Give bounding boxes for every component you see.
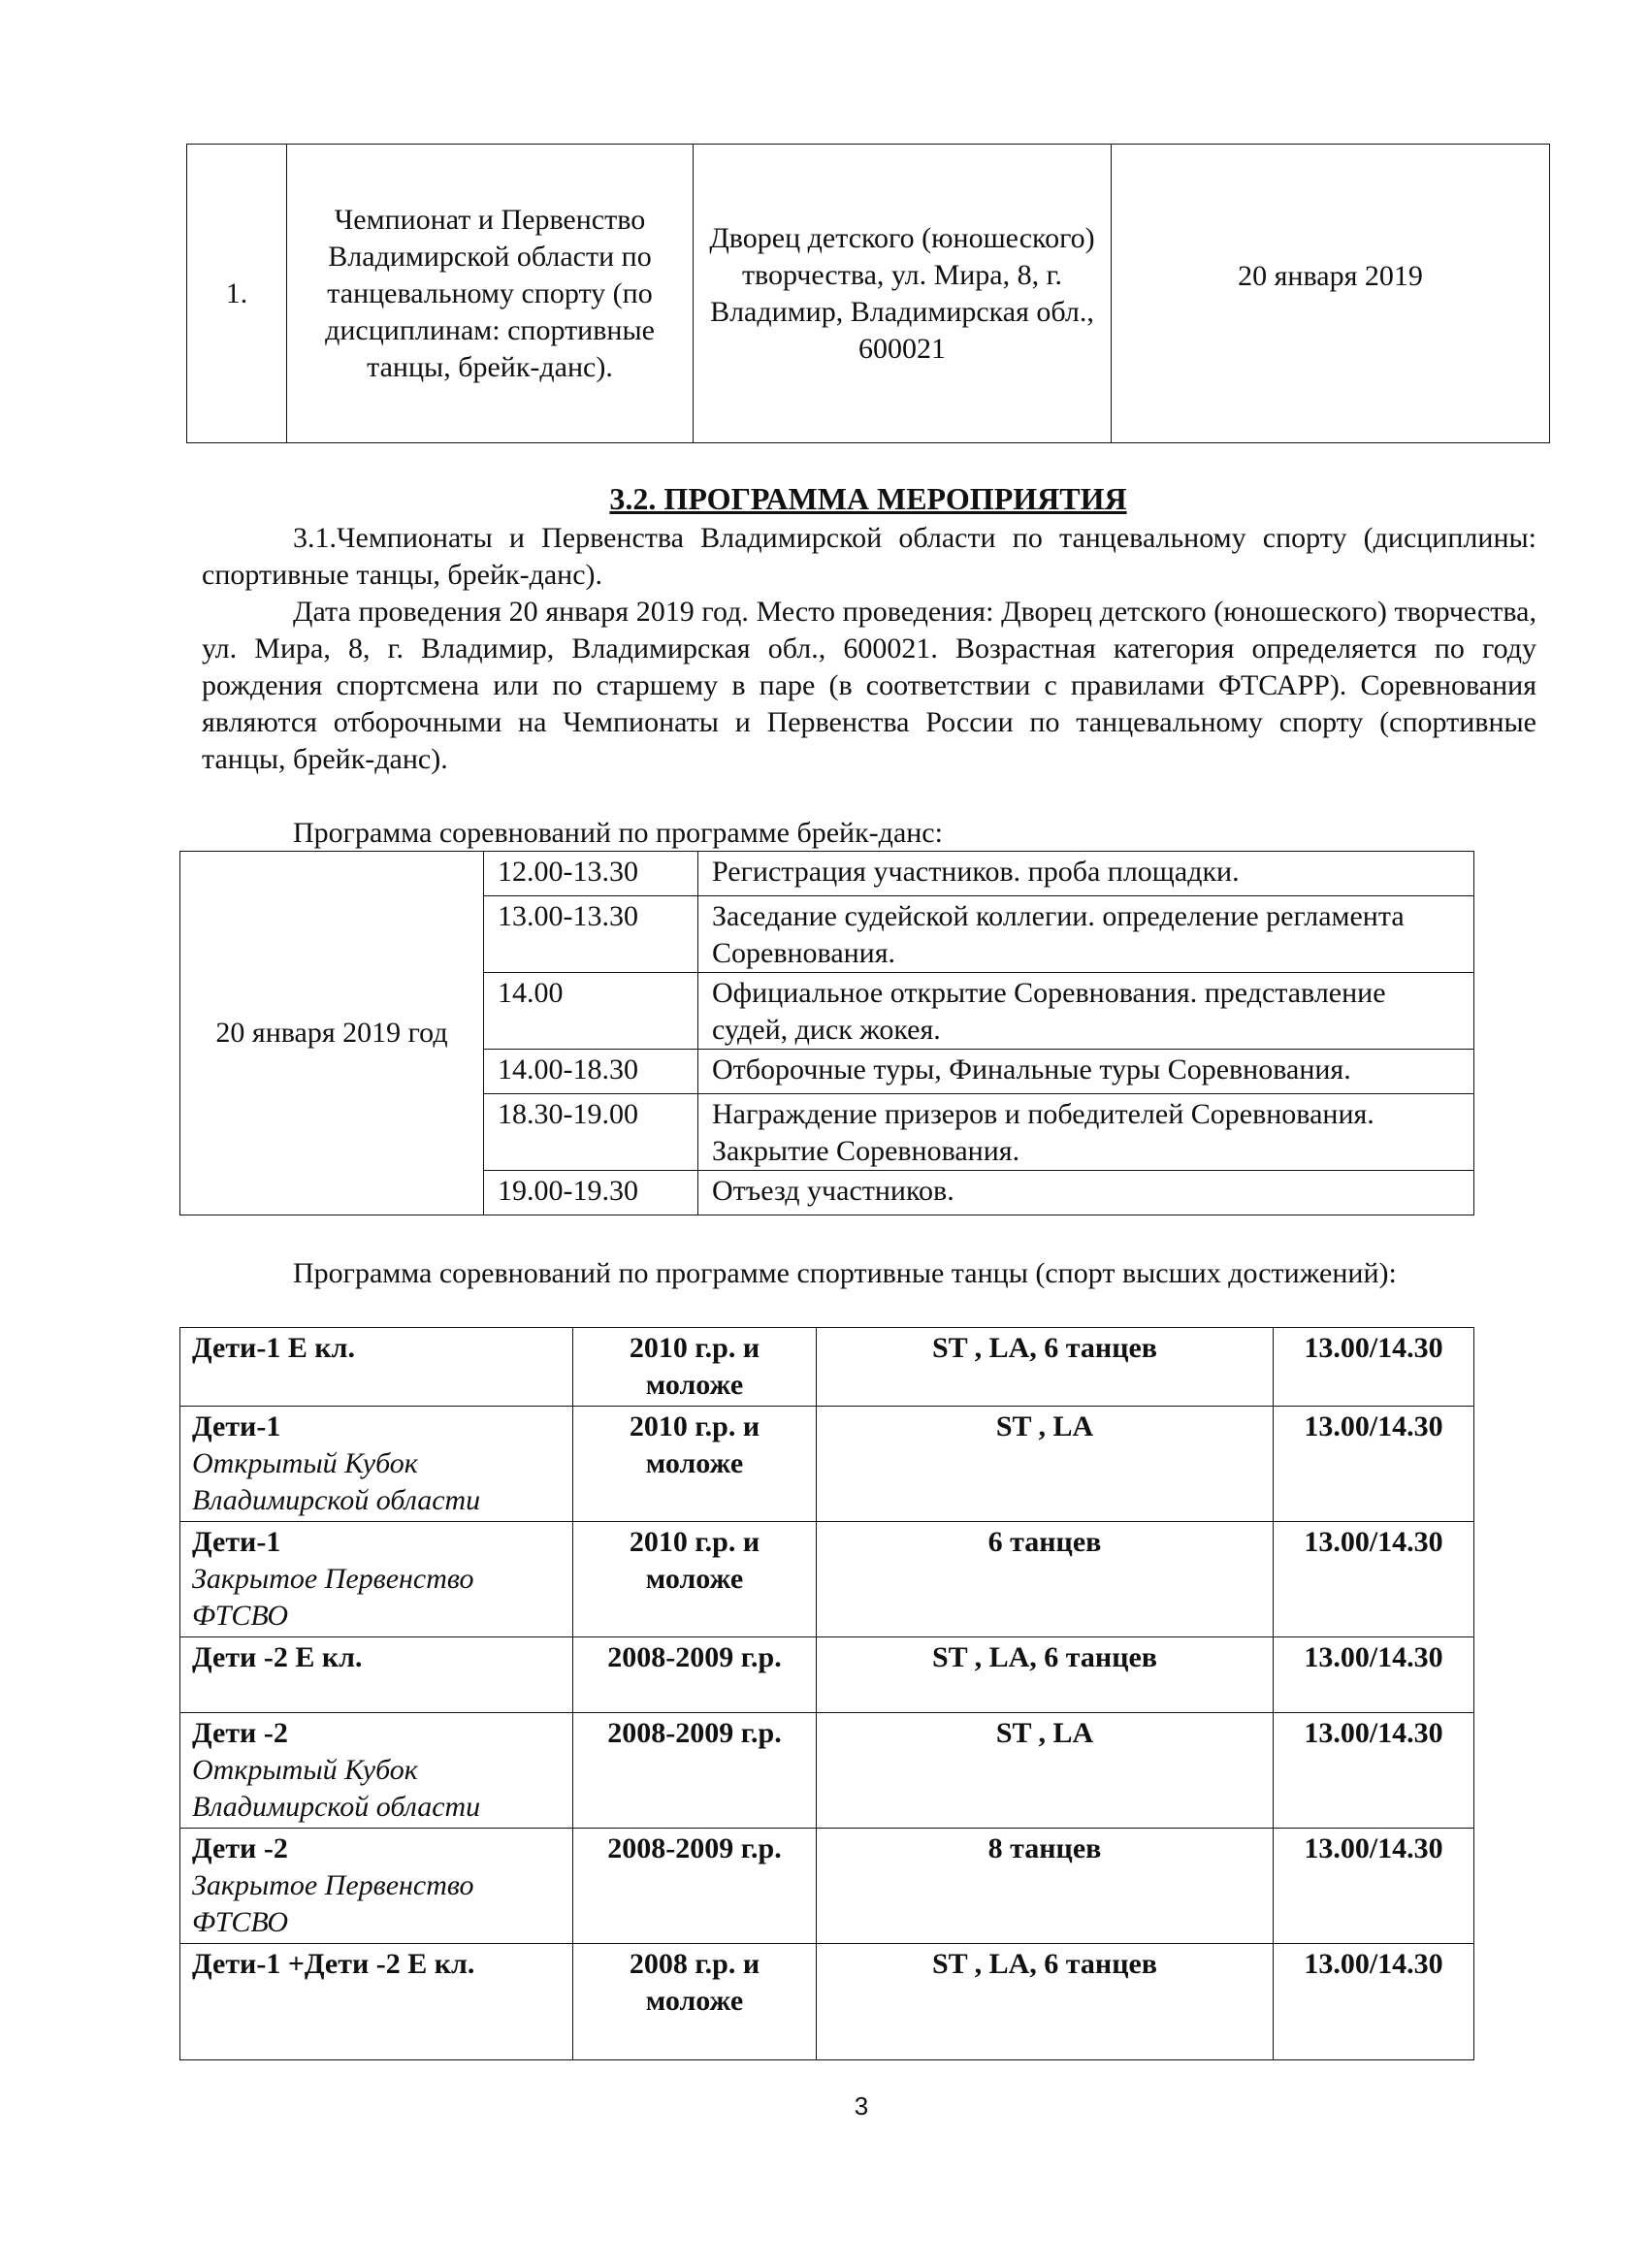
category-subtitle: Открытый Кубок Владимирской области [192,1447,481,1516]
schedule-time: 14.00 [484,973,698,1050]
table-row [180,1713,1474,1829]
row-number: 1. [187,145,287,443]
table-row [180,1637,1474,1713]
dance-program: ST , LA [817,1407,1274,1522]
category-subtitle: Открытый Кубок Владимирской области [192,1754,481,1823]
schedule-time: 12.00-13.30 [484,852,698,896]
venue-table [186,144,1550,443]
start-time: 13.00/14.30 [1274,1713,1474,1829]
schedule-event: Заседание судейской коллегии. определение регламента Соревнования. [698,896,1474,973]
dance-program: 6 танцев [817,1522,1274,1637]
category-name: Дети-1 +Дети -2 Е кл. [192,1948,475,1980]
category-name: Дети -2 [192,1832,288,1864]
category-cell [180,1713,573,1829]
category-name: Дети -2 Е кл. [192,1641,363,1673]
dance-program: ST , LA [817,1713,1274,1829]
schedule-event: Официальное открытие Соревнования. представление судей, диск жокея. [698,973,1474,1050]
schedule-event: Отъезд участников. [698,1171,1474,1215]
schedule-time: 18.30-19.00 [484,1094,698,1171]
table-row [180,1407,1474,1522]
start-time: 13.00/14.30 [1274,1328,1474,1407]
start-time: 13.00/14.30 [1274,1407,1474,1522]
dance-program: ST , LA, 6 танцев [817,1944,1274,2060]
table-row [180,1522,1474,1637]
dance-program: ST , LA, 6 танцев [817,1328,1274,1407]
category-cell [180,1829,573,1944]
event-place: Дворец детского (юношеского) творчества, ул. Мира, 8, г. Владимир, Владимирская обл., 600021 [694,145,1112,443]
age-group: 2008-2009 г.р. [573,1637,817,1713]
age-group: 2010 г.р. и моложе [573,1522,817,1637]
start-time: 13.00/14.30 [1274,1944,1474,2060]
schedule-time: 13.00-13.30 [484,896,698,973]
category-cell [180,1637,573,1713]
category-name: Дети -2 [192,1717,288,1749]
schedule-event: Регистрация участников. проба площадки. [698,852,1474,896]
paragraph-details [202,594,1536,778]
category-name: Дети-1 [192,1526,281,1558]
table-row [180,1829,1474,1944]
age-group: 2010 г.р. и моложе [573,1328,817,1407]
category-cell [180,1944,573,2060]
sport-dance-table [179,1327,1474,2060]
event-date: 20 января 2019 [1112,145,1550,443]
category-cell [180,1328,573,1407]
table-row [187,145,1550,443]
paragraph-text: Дата проведения 20 января 2019 год. Место проведения: Дворец детского (юношеского) творчества, ул. Мира, 8, г. Владимир, Владимирская обл., 600021. Возрастная категория определяется по году рождения спортсмена или по старшему в паре (в соответствии с правилами ФТСАРР). Соревнования являются отборочными на Чемпионаты и Первенства России по танцевальному спорту (спортивные танцы, брейк-данс). [202,596,1536,775]
table-row [180,1944,1474,2060]
table-row [180,1328,1474,1407]
breakdance-schedule-table [179,851,1474,1215]
paragraph-disciplines [202,520,1536,594]
category-name: Дети-1 Е кл. [192,1332,355,1364]
age-group: 2008-2009 г.р. [573,1713,817,1829]
age-group: 2008 г.р. и моложе [573,1944,817,2060]
category-cell [180,1522,573,1637]
age-group: 2008-2009 г.р. [573,1829,817,1944]
sport-dance-caption: Программа соревнований по программе спортивные танцы (спорт высших достижений): [293,1257,1397,1289]
category-subtitle: Закрытое Первенство ФТСВО [192,1869,474,1938]
schedule-event: Награждение призеров и победителей Соревнования. Закрытие Соревнования. [698,1094,1474,1171]
page-number: 3 [854,2091,869,2121]
section-title: 3.2. ПРОГРАММА МЕРОПРИЯТИЯ [609,481,1127,516]
paragraph-text: 3.1.Чемпионаты и Первенства Владимирской области по танцевальному спорту (дисциплины: спортивные танцы, брейк-данс). [202,522,1536,591]
schedule-time: 19.00-19.30 [484,1171,698,1215]
table-row [180,852,1474,896]
age-group: 2010 г.р. и моложе [573,1407,817,1522]
start-time: 13.00/14.30 [1274,1637,1474,1713]
start-time: 13.00/14.30 [1274,1829,1474,1944]
schedule-date: 20 января 2019 год [180,852,484,1215]
category-name: Дети-1 [192,1410,281,1442]
event-name: Чемпионат и Первенство Владимирской области по танцевальному спорту (по дисциплинам: спортивные танцы, брейк-данс). [287,145,694,443]
dance-program: ST , LA, 6 танцев [817,1637,1274,1713]
schedule-time: 14.00-18.30 [484,1050,698,1094]
dance-program: 8 танцев [817,1829,1274,1944]
breakdance-caption: Программа соревнований по программе брейк-данс: [293,817,943,849]
schedule-event: Отборочные туры, Финальные туры Соревнования. [698,1050,1474,1094]
category-subtitle: Закрытое Первенство ФТСВО [192,1563,474,1632]
category-cell [180,1407,573,1522]
start-time: 13.00/14.30 [1274,1522,1474,1637]
